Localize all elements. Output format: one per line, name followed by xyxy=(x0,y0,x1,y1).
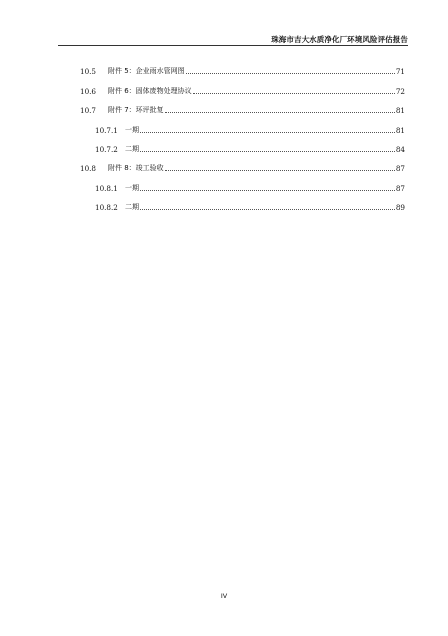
toc-leader-dots xyxy=(165,170,395,171)
toc-subentry[interactable] xyxy=(80,115,405,134)
toc-leader-dots xyxy=(140,209,395,210)
toc-entry-number: 10.8.2 xyxy=(95,203,118,213)
toc-entry-number: 10.7.2 xyxy=(95,144,118,154)
toc-leader-dots xyxy=(140,132,395,133)
toc-entry-label: 一期 xyxy=(125,183,139,192)
header-rule xyxy=(58,45,408,46)
toc-entry-page: 72 xyxy=(395,86,405,96)
toc-entry-page: 81 xyxy=(395,106,405,116)
toc-leader-dots xyxy=(140,190,395,191)
toc-entry-label: 二期 xyxy=(125,203,139,212)
page-number: IV xyxy=(220,592,228,600)
toc-entry-number: 10.8 xyxy=(80,164,97,174)
toc-entry-number: 10.7.1 xyxy=(95,125,118,135)
toc-entry-page: 71 xyxy=(395,67,405,77)
toc-entry-number: 10.5 xyxy=(80,67,97,77)
toc-entry-label: 附件 6：固体废物处理协议 xyxy=(108,86,192,95)
toc-leader-dots xyxy=(140,151,395,152)
toc-entry-number: 10.6 xyxy=(80,86,97,96)
toc-entry[interactable] xyxy=(80,76,405,95)
table-of-contents xyxy=(80,57,405,212)
toc-entry-page: 81 xyxy=(395,125,405,135)
toc-entry-label: 附件 8：竣工验收 xyxy=(108,164,164,173)
toc-entry[interactable] xyxy=(80,96,405,115)
toc-entry-page: 87 xyxy=(395,164,405,174)
toc-entry[interactable] xyxy=(80,154,405,173)
toc-entry-page: 84 xyxy=(395,144,405,154)
toc-entry-page: 89 xyxy=(395,203,405,213)
toc-entry-label: 附件 5：企业雨水管网图 xyxy=(108,67,185,76)
toc-subentry[interactable] xyxy=(80,173,405,192)
toc-entry[interactable] xyxy=(80,57,405,76)
toc-entry-label: 附件 7：环评批复 xyxy=(108,106,164,115)
toc-entry-number: 10.8.1 xyxy=(95,183,118,193)
toc-leader-dots xyxy=(193,93,395,94)
toc-subentry[interactable] xyxy=(80,193,405,212)
toc-entry-label: 二期 xyxy=(125,144,139,153)
toc-leader-dots xyxy=(186,73,395,74)
running-header-title: 珠海市吉大水质净化厂环境风险评估报告 xyxy=(271,35,408,44)
toc-leader-dots xyxy=(165,112,395,113)
toc-entry-page: 87 xyxy=(395,183,405,193)
toc-subentry[interactable] xyxy=(80,135,405,154)
toc-entry-number: 10.7 xyxy=(80,106,97,116)
toc-entry-label: 一期 xyxy=(125,125,139,134)
